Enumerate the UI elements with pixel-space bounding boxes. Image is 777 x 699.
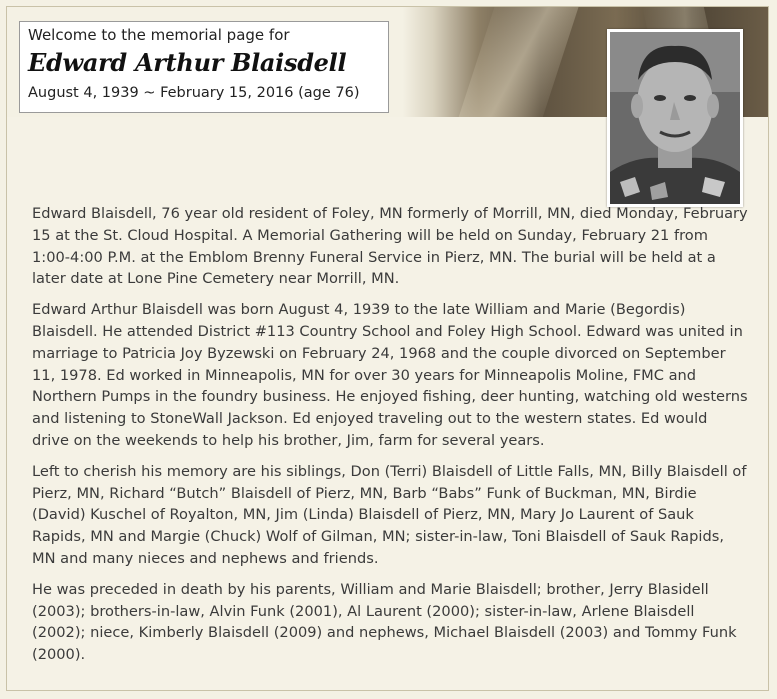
obituary-paragraph: He was preceded in death by his parents, William and Marie Blaisdell; brother, Jerry Blasidell (2003); brothers-in-law, Alvin Funk (2001), Al Laurent (2000); sister-in-law, Arlene Blaisdell (2002); niece, Kimberly Blaisdell (2009) and nephews, Michael Blaisdell (2003) and Tommy Funk (2000). (32, 580, 737, 664)
life-dates: August 4, 1939 ~ February 15, 2016 (age 76) (28, 85, 360, 101)
welcome-text: Welcome to the memorial page for (28, 26, 290, 44)
title-box (19, 21, 389, 113)
obituary-text (32, 203, 748, 675)
banner-decoration (454, 7, 580, 117)
memorial-frame (6, 6, 769, 691)
deceased-name: Edward Arthur Blaisdell (28, 48, 347, 77)
obituary-paragraph: Edward Blaisdell, 76 year old resident of Foley, MN formerly of Morrill, MN, died Monday, February 15 at the St. Cloud Hospital. A Memorial Gathering will be held on Sunday, February 21 from 1:00-4:00 P.M. at the Emblom Brenny Funeral Service in Pierz, MN. The burial will be held at a later date at Lone Pine Cemetery near Morrill, MN. (32, 205, 748, 288)
obituary-paragraph: Edward Arthur Blaisdell was born August 4, 1939 to the late William and Marie (Begordis) Blaisdell. He attended District #113 Country School and Foley High School. Edward was united in marriage to Patricia Joy Byzewski on February 24, 1968 and the couple divorced on September 11, 1978. Ed worked in Minneapolis, MN for over 30 years for Minneapolis Moline, FMC and Northern Pumps in the foundry business. He enjoyed fishing, deer hunting, watching old westerns and listening to StoneWall Jackson. Ed enjoyed traveling out to the western states. Ed would drive on the weekends to help his brother, Jim, farm for several years. (32, 301, 748, 449)
obituary-paragraph: Left to cherish his memory are his siblings, Don (Terri) Blaisdell of Little Falls, MN, Billy Blaisdell of Pierz, MN, Richard “Butch” Blaisdell of Pierz, MN, Barb “Babs” Funk of Buckman, MN, Birdie (David) Kuschel of Royalton, MN, Jim (Linda) Blaisdell of Pierz, MN, Mary Jo Laurent of Sauk Rapids, MN and Margie (Chuck) Wolf of Gilman, MN; sister-in-law, Toni Blaisdell of Sauk Rapids, MN and many nieces and nephews and friends. (32, 462, 747, 567)
portrait-photo-icon (610, 32, 740, 204)
portrait-photo (607, 29, 743, 207)
